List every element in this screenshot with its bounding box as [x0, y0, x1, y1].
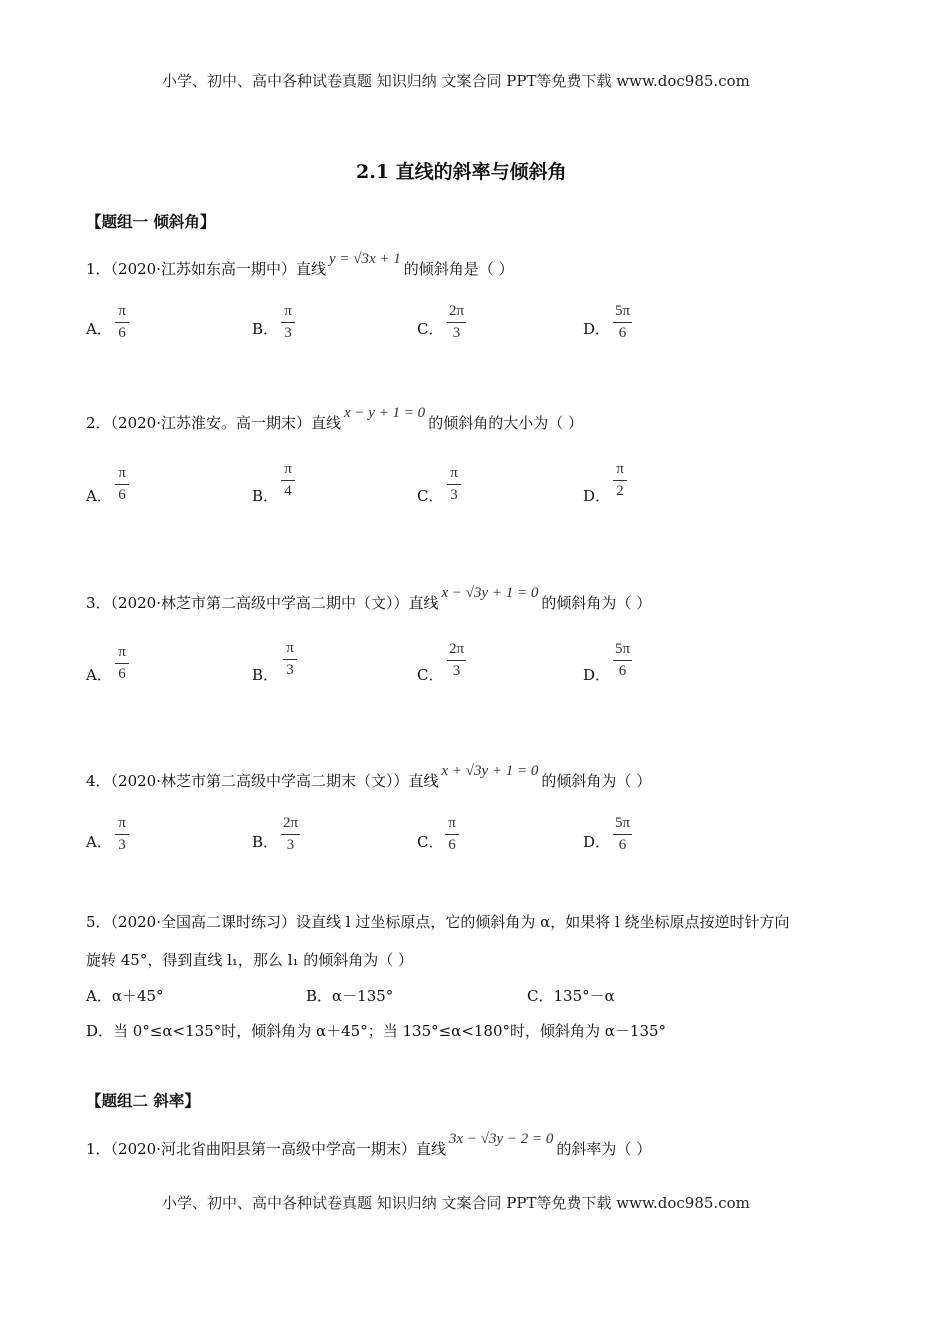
q4-option-c-label: C． [417, 833, 444, 851]
group-heading-inclination: 【题组一 倾斜角】 [86, 212, 216, 231]
question-5-line-2: 旋转 45°，得到直线 l₁，那么 l₁ 的倾斜角为（ ） [86, 951, 414, 969]
page-title: 2.1 直线的斜率与倾斜角 [356, 161, 567, 183]
q3-option-d-fraction [613, 642, 632, 679]
q1-option-b-fraction [281, 304, 295, 341]
fraction-numerator: π [118, 815, 126, 831]
question-3-suffix: 的倾斜角为（ ） [541, 594, 652, 612]
q2-option-a-label: A． [86, 487, 112, 505]
q1-option-c-fraction [447, 304, 466, 341]
q1-option-d-label: D． [583, 320, 611, 338]
fraction-numerator: π [286, 640, 294, 656]
fraction-numerator: π [284, 303, 292, 319]
q4-option-d-label: D． [583, 833, 611, 851]
question-4 [86, 763, 652, 791]
group2-question-1-equation: 3x − √3y − 2 = 0 [449, 1131, 554, 1147]
fraction-numerator: π [616, 461, 624, 477]
q1-option-c-label: C． [417, 320, 444, 338]
q4-option-c-fraction [445, 816, 459, 853]
question-1-prefix: 1．（2020·江苏如东高一期中）直线 [86, 260, 326, 278]
group-heading-slope: 【题组二 斜率】 [86, 1091, 200, 1110]
fraction-denominator: 3 [452, 325, 461, 341]
question-2-suffix: 的倾斜角的大小为（ ） [428, 414, 583, 432]
fraction-numerator: 5π [615, 815, 631, 831]
fraction-denominator: 6 [618, 325, 627, 341]
q3-option-d-label: D． [583, 666, 611, 684]
fraction-denominator: 6 [118, 666, 126, 682]
fraction-numerator: π [448, 815, 456, 831]
q5-option-d: D．当 0°≤α<135°时，倾斜角为 α＋45°；当 135°≤α<180°时，倾斜角为 α－135° [86, 1022, 667, 1040]
q5-option-b: B．α－135° [306, 987, 394, 1005]
fraction-denominator: 3 [286, 662, 294, 678]
fraction-denominator: 3 [284, 325, 292, 341]
fraction-numerator: 2π [449, 641, 465, 657]
q2-option-d-label: D． [583, 487, 611, 505]
fraction-numerator: π [450, 465, 458, 481]
q3-option-b-label: B． [252, 666, 279, 684]
q4-option-a-label: A． [86, 833, 112, 851]
q5-option-a: A．α＋45° [86, 987, 164, 1005]
q2-option-d-fraction [613, 462, 627, 499]
page-footer: 小学、初中、高中各种试卷真题 知识归纳 文案合同 PPT等免费下载 www.doc985.com [162, 1194, 750, 1212]
fraction-denominator: 4 [284, 483, 292, 499]
group2-question-1-suffix: 的斜率为（ ） [556, 1140, 652, 1158]
q5-option-c: C．135°－α [527, 987, 615, 1005]
q4-option-b-label: B． [252, 833, 279, 851]
q2-option-c-label: C． [417, 487, 444, 505]
q1-option-d-fraction [613, 304, 632, 341]
question-3-equation: x − √3y + 1 = 0 [441, 585, 539, 601]
fraction-denominator: 3 [450, 487, 458, 503]
question-5-line-1: 5．（2020·全国高二课时练习）设直线 l 过坐标原点，它的倾斜角为 α，如果将 l 绕坐标原点按逆时针方向 [86, 913, 790, 931]
question-2 [86, 405, 583, 433]
fraction-denominator: 3 [286, 837, 295, 853]
q4-option-a-fraction [115, 816, 129, 853]
fraction-numerator: π [284, 461, 292, 477]
fraction-denominator: 3 [118, 837, 126, 853]
question-1 [86, 251, 514, 279]
q4-option-b-fraction [281, 816, 300, 853]
fraction-numerator: π [118, 644, 126, 660]
fraction-denominator: 6 [118, 325, 126, 341]
fraction-denominator: 6 [618, 663, 627, 679]
q1-option-b-label: B． [252, 320, 279, 338]
question-1-equation: y = √3x + 1 [329, 251, 401, 267]
question-1-suffix: 的倾斜角是（ ） [403, 260, 514, 278]
question-4-prefix: 4．（2020·林芝市第二高级中学高二期末（文））直线 [86, 772, 439, 790]
group2-question-1-prefix: 1．（2020·河北省曲阳县第一高级中学高一期末）直线 [86, 1140, 446, 1158]
question-4-equation: x + √3y + 1 = 0 [441, 763, 539, 779]
q1-option-a-label: A． [86, 320, 112, 338]
q3-option-a-label: A． [86, 666, 112, 684]
q3-option-a-fraction [115, 645, 129, 682]
group2-question-1 [86, 1131, 652, 1159]
fraction-numerator: π [118, 465, 126, 481]
question-4-suffix: 的倾斜角为（ ） [541, 772, 652, 790]
fraction-denominator: 6 [118, 487, 126, 503]
q3-option-c-fraction [447, 642, 466, 679]
question-3-prefix: 3．（2020·林芝市第二高级中学高二期中（文））直线 [86, 594, 439, 612]
q2-option-a-fraction [115, 466, 129, 503]
question-3 [86, 585, 652, 613]
fraction-denominator: 2 [616, 483, 624, 499]
q1-option-a-fraction [115, 304, 129, 341]
fraction-numerator: 2π [283, 815, 299, 831]
question-2-prefix: 2．（2020·江苏淮安。高一期末）直线 [86, 414, 341, 432]
q2-option-b-fraction [281, 462, 295, 499]
fraction-numerator: π [118, 303, 126, 319]
fraction-numerator: 2π [449, 303, 465, 319]
q2-option-c-fraction [447, 466, 461, 503]
fraction-denominator: 6 [618, 837, 627, 853]
question-2-equation: x − y + 1 = 0 [344, 405, 426, 421]
q2-option-b-label: B． [252, 487, 279, 505]
page-header: 小学、初中、高中各种试卷真题 知识归纳 文案合同 PPT等免费下载 www.doc985.com [162, 72, 750, 90]
fraction-numerator: 5π [615, 303, 631, 319]
fraction-denominator: 3 [452, 663, 461, 679]
fraction-denominator: 6 [448, 837, 456, 853]
q3-option-c-label: C． [417, 666, 444, 684]
q3-option-b-fraction [283, 641, 297, 678]
q4-option-d-fraction [613, 816, 632, 853]
fraction-numerator: 5π [615, 641, 631, 657]
